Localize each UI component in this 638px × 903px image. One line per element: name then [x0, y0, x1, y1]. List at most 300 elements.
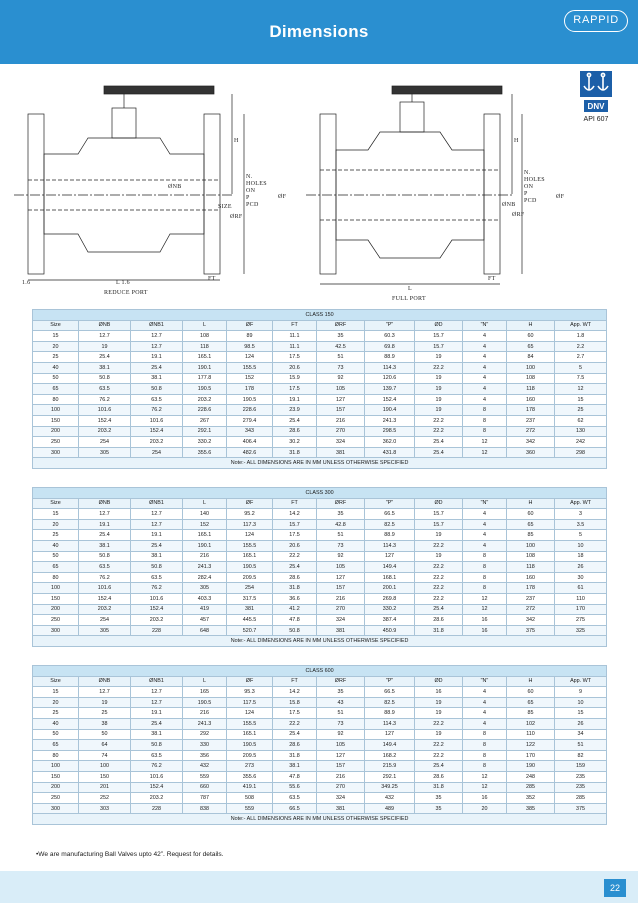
- table-cell: 190: [507, 761, 555, 772]
- table-cell: 19: [79, 341, 131, 352]
- table-cell: 165: [183, 687, 227, 698]
- table-cell: 8: [463, 562, 507, 573]
- table-cell: 330: [183, 740, 227, 751]
- table-cell: 100: [33, 583, 79, 594]
- table-cell: 5: [555, 530, 607, 541]
- table-cell: 25.4: [273, 562, 317, 573]
- class-banner-row: [33, 488, 607, 499]
- table-cell: 250: [33, 437, 79, 448]
- table-cell: 73: [317, 362, 365, 373]
- table-cell: 16: [463, 615, 507, 626]
- table-cell: 100: [79, 761, 131, 772]
- table-cell: 3.5: [555, 519, 607, 530]
- table-cell: 4: [463, 718, 507, 729]
- table-cell: 82.5: [365, 697, 415, 708]
- table-cell: 82: [555, 750, 607, 761]
- table-cell: 8: [463, 583, 507, 594]
- table-cell: 61: [555, 583, 607, 594]
- table-cell: 105: [317, 562, 365, 573]
- table-cell: 300: [33, 625, 79, 636]
- column-header: ØRF: [317, 320, 365, 331]
- table-cell: 250: [33, 615, 79, 626]
- table-cell: 8: [463, 551, 507, 562]
- table-cell: 342: [507, 615, 555, 626]
- column-header: ØNB: [79, 676, 131, 687]
- table-cell: 272: [507, 604, 555, 615]
- table-cell: 190.5: [183, 697, 227, 708]
- table-cell: 457: [183, 615, 227, 626]
- table-cell: 2.7: [555, 352, 607, 363]
- table-cell: 25.4: [415, 604, 463, 615]
- table-cell: 19: [415, 394, 463, 405]
- table-cell: 60: [507, 509, 555, 520]
- table-cell: 12: [463, 771, 507, 782]
- table-cell: 10: [555, 697, 607, 708]
- table-cell: 254: [79, 615, 131, 626]
- table-cell: 157: [317, 405, 365, 416]
- column-header: ØNB: [79, 498, 131, 509]
- table-cell: 127: [365, 551, 415, 562]
- table-cell: 4: [463, 530, 507, 541]
- table-cell: 275: [555, 615, 607, 626]
- column-header: L: [183, 498, 227, 509]
- table-cell: 22.2: [415, 415, 463, 426]
- table-cell: 248: [507, 771, 555, 782]
- table-cell: 80: [33, 572, 79, 583]
- table-cell: 155.5: [227, 540, 273, 551]
- table-cell: 50: [33, 729, 79, 740]
- brand-logo: RAPPID: [564, 10, 628, 32]
- table-cell: 130: [555, 426, 607, 437]
- note-row: [33, 814, 607, 825]
- table-cell: 19: [79, 697, 131, 708]
- table-cell: 355.6: [227, 771, 273, 782]
- column-header-row: [33, 320, 607, 331]
- table-cell: 160: [507, 394, 555, 405]
- table-cell: 149.4: [365, 562, 415, 573]
- table-cell: 139.7: [365, 384, 415, 395]
- table-cell: 190.5: [227, 394, 273, 405]
- table-cell: 324: [317, 615, 365, 626]
- table-cell: 252: [79, 793, 131, 804]
- table-cell: 254: [131, 447, 183, 458]
- table-cell: 19: [415, 697, 463, 708]
- table-cell: 419.1: [227, 782, 273, 793]
- full-h-label: H: [514, 138, 519, 144]
- table-cell: 120.6: [365, 373, 415, 384]
- reduce-rf-dia-label: ØRF: [230, 214, 243, 220]
- table-cell: 63.5: [131, 750, 183, 761]
- table-cell: 375: [507, 625, 555, 636]
- table-cell: 19.1: [131, 708, 183, 719]
- table-cell: 101.6: [131, 593, 183, 604]
- table-row: [33, 604, 607, 615]
- table-cell: 235: [555, 771, 607, 782]
- table-cell: 152.4: [131, 604, 183, 615]
- table-cell: 31.8: [273, 447, 317, 458]
- column-header: L: [183, 676, 227, 687]
- table-cell: 8: [463, 426, 507, 437]
- table-cell: 450.9: [365, 625, 415, 636]
- table-cell: 159: [555, 761, 607, 772]
- table-cell: 12.7: [131, 341, 183, 352]
- table-cell: 36.6: [273, 593, 317, 604]
- table-cell: 110: [507, 729, 555, 740]
- table-cell: 40: [33, 540, 79, 551]
- table-cell: 76.2: [131, 761, 183, 772]
- table-cell: 203.2: [131, 615, 183, 626]
- table-cell: 200.1: [365, 583, 415, 594]
- reduce-nb-label: ØNB: [168, 184, 182, 190]
- table-cell: 114.3: [365, 362, 415, 373]
- table-cell: 50: [79, 729, 131, 740]
- table-cell: 25.4: [415, 447, 463, 458]
- table-cell: 35: [317, 331, 365, 342]
- table-cell: 22.2: [415, 362, 463, 373]
- table-cell: 228.6: [227, 405, 273, 416]
- table-cell: 165.1: [183, 352, 227, 363]
- column-header: App. WT: [555, 320, 607, 331]
- table-cell: 76.2: [131, 405, 183, 416]
- table-cell: 65: [507, 519, 555, 530]
- table-cell: 51: [555, 740, 607, 751]
- table-cell: 35: [415, 803, 463, 814]
- table-cell: 381: [317, 625, 365, 636]
- table-cell: 343: [227, 426, 273, 437]
- table-cell: 432: [365, 793, 415, 804]
- table-row: [33, 426, 607, 437]
- table-row: [33, 394, 607, 405]
- table-cell: 100: [507, 540, 555, 551]
- column-header: Size: [33, 498, 79, 509]
- table-cell: 298: [555, 447, 607, 458]
- table-cell: 63.5: [131, 394, 183, 405]
- header-bar: [0, 0, 638, 64]
- table-cell: 69.8: [365, 341, 415, 352]
- column-header: ØD: [415, 676, 463, 687]
- table-cell: 4: [463, 519, 507, 530]
- table-cell: 34: [555, 729, 607, 740]
- table-cell: 17.5: [273, 384, 317, 395]
- table-cell: 157: [317, 761, 365, 772]
- table-row: [33, 750, 607, 761]
- page-title: Dimensions: [269, 22, 369, 41]
- table-cell: 660: [183, 782, 227, 793]
- table-cell: 342: [507, 437, 555, 448]
- table-cell: 152.4: [365, 394, 415, 405]
- table-cell: 12: [463, 604, 507, 615]
- table-cell: 101.6: [131, 415, 183, 426]
- table-cell: 65: [33, 384, 79, 395]
- table-row: [33, 697, 607, 708]
- table-cell: 177.8: [183, 373, 227, 384]
- table-cell: 26: [555, 562, 607, 573]
- table-cell: 108: [183, 331, 227, 342]
- table-cell: 35: [317, 509, 365, 520]
- table-cell: 19: [415, 551, 463, 562]
- table-cell: 203.2: [183, 394, 227, 405]
- table-cell: 25: [33, 530, 79, 541]
- table-cell: 12.7: [79, 509, 131, 520]
- table-cell: 149.4: [365, 740, 415, 751]
- table-cell: 203.2: [79, 426, 131, 437]
- table-cell: 203.2: [79, 604, 131, 615]
- table-cell: 25.4: [415, 761, 463, 772]
- table-cell: 60: [507, 331, 555, 342]
- table-cell: 375: [555, 803, 607, 814]
- table-cell: 118: [507, 562, 555, 573]
- anchor-certification-icon: [566, 70, 626, 114]
- table-cell: 20: [33, 697, 79, 708]
- page-number: 22: [604, 879, 626, 897]
- table-cell: 124: [227, 708, 273, 719]
- table-cell: 25.4: [79, 530, 131, 541]
- table-cell: 47.8: [273, 771, 317, 782]
- table-cell: 12: [463, 782, 507, 793]
- table-cell: 43: [317, 697, 365, 708]
- table-cell: 489: [365, 803, 415, 814]
- table-cell: 273: [227, 761, 273, 772]
- table-cell: 80: [33, 394, 79, 405]
- class-banner-row: [33, 666, 607, 677]
- reduce-size-label: SIZE: [218, 204, 232, 210]
- table-cell: 15: [555, 394, 607, 405]
- table-cell: 108: [507, 373, 555, 384]
- table-cell: 2.2: [555, 341, 607, 352]
- table-row: [33, 771, 607, 782]
- table-cell: 38.1: [131, 729, 183, 740]
- table-cell: 445.5: [227, 615, 273, 626]
- table-cell: 15.7: [415, 509, 463, 520]
- table-cell: 19: [415, 530, 463, 541]
- table-cell: 330.2: [365, 604, 415, 615]
- valve-drawings: [8, 84, 568, 306]
- table-cell: 51: [317, 352, 365, 363]
- table-cell: 25: [555, 405, 607, 416]
- table-cell: 403.3: [183, 593, 227, 604]
- table-cell: 15: [33, 509, 79, 520]
- table-cell: 23.9: [273, 405, 317, 416]
- class-600-table: [32, 665, 607, 825]
- table-row: [33, 625, 607, 636]
- table-cell: 241.3: [183, 718, 227, 729]
- table-cell: 237: [507, 593, 555, 604]
- table-cell: 216: [183, 551, 227, 562]
- column-header: "P": [365, 320, 415, 331]
- full-rf-label: ØRF: [512, 212, 525, 218]
- table-cell: 38.1: [131, 373, 183, 384]
- table-cell: 305: [79, 625, 131, 636]
- dimension-note: Note:- ALL DIMENSIONS ARE IN MM UNLESS OTHERWISE SPECIFIED: [33, 636, 607, 647]
- table-cell: 8: [463, 405, 507, 416]
- table-cell: 152.4: [79, 593, 131, 604]
- table-cell: 89: [227, 331, 273, 342]
- table-cell: 12.7: [131, 331, 183, 342]
- table-cell: 28.6: [415, 771, 463, 782]
- table-cell: 117.5: [227, 697, 273, 708]
- table-cell: 170: [507, 750, 555, 761]
- table-cell: 105: [317, 384, 365, 395]
- table-cell: 15: [33, 331, 79, 342]
- table-cell: 19: [415, 405, 463, 416]
- table-cell: 101.6: [79, 405, 131, 416]
- table-cell: 152.4: [79, 415, 131, 426]
- column-header: ØNB1: [131, 676, 183, 687]
- table-cell: 4: [463, 331, 507, 342]
- table-cell: 4: [463, 341, 507, 352]
- table-cell: 92: [317, 551, 365, 562]
- table-cell: 419: [183, 604, 227, 615]
- table-cell: 190.5: [183, 384, 227, 395]
- table-cell: 25: [33, 352, 79, 363]
- table-cell: 8: [463, 740, 507, 751]
- full-f-label: ØF: [556, 194, 565, 200]
- table-cell: 9: [555, 687, 607, 698]
- table-cell: 178: [507, 405, 555, 416]
- table-cell: 15.8: [273, 697, 317, 708]
- reduce-port-caption: REDUCE PORT: [104, 290, 148, 296]
- table-cell: 20: [33, 519, 79, 530]
- table-cell: 216: [317, 415, 365, 426]
- reduce-port-valve: [14, 86, 244, 280]
- table-cell: 50.8: [131, 562, 183, 573]
- table-cell: 30.2: [273, 437, 317, 448]
- table-cell: 15.7: [273, 519, 317, 530]
- table-cell: 292: [183, 729, 227, 740]
- table-cell: 55.6: [273, 782, 317, 793]
- table-cell: 270: [317, 426, 365, 437]
- table-cell: 4: [463, 394, 507, 405]
- table-cell: 292.1: [183, 426, 227, 437]
- table-cell: 324: [317, 793, 365, 804]
- table-cell: 4: [463, 352, 507, 363]
- table-cell: 38.1: [273, 761, 317, 772]
- table-cell: 203.2: [131, 437, 183, 448]
- table-cell: 60.3: [365, 331, 415, 342]
- table-cell: 190.1: [183, 362, 227, 373]
- table-row: [33, 415, 607, 426]
- table-cell: 150: [33, 771, 79, 782]
- table-cell: 20.6: [273, 540, 317, 551]
- table-cell: 14.2: [273, 687, 317, 698]
- table-cell: 19: [415, 708, 463, 719]
- table-cell: 387.4: [365, 615, 415, 626]
- table-cell: 38: [79, 718, 131, 729]
- table-cell: 22.2: [273, 551, 317, 562]
- table-cell: 15.7: [415, 519, 463, 530]
- table-cell: 22.2: [415, 572, 463, 583]
- table-cell: 18: [555, 551, 607, 562]
- table-cell: 122: [507, 740, 555, 751]
- table-cell: 349.25: [365, 782, 415, 793]
- note-row: [33, 458, 607, 469]
- table-cell: 8: [463, 729, 507, 740]
- table-cell: 228: [131, 625, 183, 636]
- table-cell: 160: [507, 572, 555, 583]
- table-cell: 15.7: [415, 331, 463, 342]
- column-header: ØRF: [317, 498, 365, 509]
- table-cell: 406.4: [227, 437, 273, 448]
- column-header: ØF: [227, 676, 273, 687]
- table-row: [33, 437, 607, 448]
- table-cell: 235: [555, 782, 607, 793]
- column-header: H: [507, 498, 555, 509]
- table-cell: 168.1: [365, 572, 415, 583]
- footnote: •We are manufacturing Ball Valves upto 42”. Request for details.: [36, 851, 224, 858]
- table-cell: 63.5: [79, 562, 131, 573]
- table-row: [33, 331, 607, 342]
- table-cell: 31.8: [415, 782, 463, 793]
- table-cell: 40: [33, 718, 79, 729]
- table-cell: 150: [33, 593, 79, 604]
- class-title: CLASS 150: [33, 310, 607, 321]
- table-cell: 508: [227, 793, 273, 804]
- column-header: L: [183, 320, 227, 331]
- table-cell: 22.2: [415, 426, 463, 437]
- table-cell: 50.8: [131, 384, 183, 395]
- table-cell: 12: [463, 437, 507, 448]
- table-cell: 8: [463, 415, 507, 426]
- table-row: [33, 405, 607, 416]
- class-title: CLASS 300: [33, 488, 607, 499]
- table-cell: 298.5: [365, 426, 415, 437]
- table-cell: 209.5: [227, 572, 273, 583]
- table-cell: 88.9: [365, 708, 415, 719]
- table-cell: 200: [33, 604, 79, 615]
- table-row: [33, 793, 607, 804]
- table-cell: 300: [33, 803, 79, 814]
- table-cell: 150: [33, 415, 79, 426]
- table-cell: 838: [183, 803, 227, 814]
- table-cell: 215.9: [365, 761, 415, 772]
- column-header: FT: [273, 498, 317, 509]
- table-cell: 76.2: [79, 572, 131, 583]
- table-cell: 14.2: [273, 509, 317, 520]
- column-header: ØRF: [317, 676, 365, 687]
- table-cell: 559: [183, 771, 227, 782]
- table-cell: 76.2: [131, 583, 183, 594]
- table-cell: 190.4: [365, 405, 415, 416]
- table-cell: 4: [463, 697, 507, 708]
- table-cell: 209.5: [227, 750, 273, 761]
- reduce-rf-label: 1.6: [22, 280, 31, 286]
- table-cell: 254: [79, 437, 131, 448]
- table-cell: 85: [507, 530, 555, 541]
- dnv-mark: DNV: [587, 102, 605, 111]
- table-cell: 178: [227, 384, 273, 395]
- table-cell: 50.8: [79, 551, 131, 562]
- table-cell: 51: [317, 530, 365, 541]
- table-cell: 108: [507, 551, 555, 562]
- column-header: ØNB: [79, 320, 131, 331]
- table-cell: 84: [507, 352, 555, 363]
- table-cell: 216: [183, 708, 227, 719]
- column-header: ØD: [415, 320, 463, 331]
- column-header: "N": [463, 320, 507, 331]
- table-cell: 20.6: [273, 362, 317, 373]
- table-cell: 19: [415, 729, 463, 740]
- table-cell: 3: [555, 509, 607, 520]
- table-cell: 7.5: [555, 373, 607, 384]
- table-cell: 165.1: [227, 729, 273, 740]
- table-cell: 22.2: [415, 740, 463, 751]
- table-cell: 95.3: [227, 687, 273, 698]
- table-cell: 787: [183, 793, 227, 804]
- table-cell: 98.5: [227, 341, 273, 352]
- table-cell: 241.3: [183, 562, 227, 573]
- table-cell: 12.7: [131, 509, 183, 520]
- table-cell: 20: [463, 803, 507, 814]
